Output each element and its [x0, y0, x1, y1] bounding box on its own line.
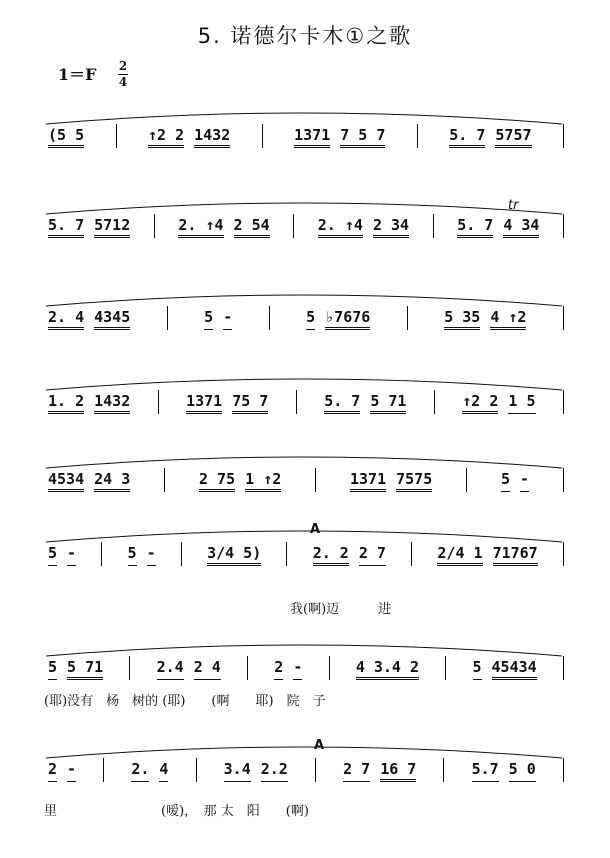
note-group: 5 0 — [509, 760, 536, 782]
note-group: 4 3.4 2 — [356, 658, 419, 680]
barline — [563, 656, 564, 680]
barline — [196, 758, 197, 782]
barline — [563, 758, 564, 782]
note-group: 1371 — [294, 126, 330, 148]
slur-arc — [44, 374, 564, 392]
barline — [434, 390, 435, 414]
measure — [445, 126, 535, 148]
slur-arc — [44, 452, 564, 470]
note-group: 4534 — [48, 470, 84, 492]
barline — [315, 758, 316, 782]
barline — [167, 306, 168, 330]
note-group: 5.7 — [472, 760, 499, 782]
score-system-3 — [44, 290, 564, 350]
barline — [154, 214, 155, 238]
barline — [443, 758, 444, 782]
note-group: 2. 4 — [48, 308, 84, 330]
note-group: 5 — [48, 658, 57, 680]
note-group: 5 — [204, 308, 213, 330]
slur-arc — [44, 526, 564, 544]
measure — [182, 392, 272, 414]
note-group: 2.4 — [157, 658, 184, 680]
note-group: 2 75 — [199, 470, 235, 492]
note-group: 5. 7 — [449, 126, 485, 148]
barline — [296, 390, 297, 414]
barline — [181, 542, 182, 566]
note-group: 5 71 — [370, 392, 406, 414]
note-group: 4 34 — [503, 216, 539, 238]
note-group: 2. — [131, 760, 149, 782]
note-group: 2 — [274, 658, 283, 680]
measure — [44, 392, 134, 414]
note-group: - — [520, 470, 529, 492]
note-group: 5. 7 — [48, 216, 84, 238]
note-group: ♭7676 — [325, 308, 370, 330]
note-group: 1 ↑2 — [245, 470, 281, 492]
barline — [116, 124, 117, 148]
barline — [563, 306, 564, 330]
note-group: - — [147, 544, 156, 566]
barline — [247, 656, 248, 680]
slur-arc — [44, 290, 564, 308]
note-group: 2.2 — [261, 760, 288, 782]
notes-row — [44, 760, 564, 782]
note-group: 5 — [306, 308, 315, 330]
barline — [293, 214, 294, 238]
measure — [44, 216, 134, 238]
note-group: - — [223, 308, 232, 330]
note-group: 16 7 — [380, 760, 416, 782]
barline — [164, 468, 165, 492]
note-group: 5. 7 — [457, 216, 493, 238]
measure — [124, 544, 160, 566]
note-group: 5 35 — [444, 308, 480, 330]
barline — [445, 656, 446, 680]
note-group: (5 5 — [48, 126, 84, 148]
measure — [309, 544, 390, 566]
note-group: 7575 — [396, 470, 432, 492]
note-group: 5712 — [94, 216, 130, 238]
note-group: 2. ↑4 — [178, 216, 223, 238]
note-group: 5 — [48, 544, 57, 566]
measure — [469, 658, 541, 680]
barline — [563, 124, 564, 148]
note-group: 71767 — [493, 544, 538, 566]
note-group: ↑2 2 — [148, 126, 184, 148]
note-group: 4 — [159, 760, 168, 782]
note-group: - — [293, 658, 302, 680]
measure — [200, 308, 236, 330]
note-group: - — [67, 544, 76, 566]
measure — [433, 544, 541, 566]
note-group: 2. 2 — [313, 544, 349, 566]
barline — [103, 758, 104, 782]
note-group: 1371 — [186, 392, 222, 414]
rehearsal-marker: A — [314, 738, 325, 753]
measure — [153, 658, 225, 680]
slur-arc — [44, 742, 564, 760]
measure — [220, 760, 292, 782]
measure — [352, 658, 423, 680]
note-group: 4 ↑2 — [490, 308, 526, 330]
barline — [433, 214, 434, 238]
measure — [497, 470, 533, 492]
measure — [458, 392, 539, 414]
note-group: - — [67, 760, 76, 782]
barline — [563, 468, 564, 492]
barline — [101, 542, 102, 566]
note-group: 2/4 1 — [437, 544, 482, 566]
note-group: 4345 — [94, 308, 130, 330]
notes-row — [44, 658, 564, 680]
note-group: 5 — [128, 544, 137, 566]
note-group: 1432 — [94, 392, 130, 414]
measure — [44, 544, 80, 566]
notes-row — [44, 470, 564, 492]
notes-row — [44, 216, 564, 238]
note-group: 24 3 — [94, 470, 130, 492]
note-group: 75 7 — [232, 392, 268, 414]
key-signature: 1＝F — [58, 65, 97, 84]
note-group: 2 7 — [359, 544, 386, 566]
measure — [174, 216, 273, 238]
barline — [407, 306, 408, 330]
score-system-6 — [44, 522, 564, 586]
song-title: 5. 诺德尔卡木①之歌 — [197, 24, 413, 48]
measure — [468, 760, 540, 782]
score-system-2 — [44, 198, 564, 258]
measure — [44, 126, 88, 148]
note-group: 3.4 — [224, 760, 251, 782]
measure — [440, 308, 530, 330]
notes-row — [44, 308, 564, 330]
measure — [270, 658, 306, 680]
note-group: 2 7 — [343, 760, 370, 782]
slur-arc — [44, 198, 564, 216]
score-system-1 — [44, 108, 564, 168]
measure — [290, 126, 389, 148]
note-group: 5757 — [495, 126, 531, 148]
measure — [44, 658, 107, 680]
notes-row — [44, 544, 564, 566]
measure — [44, 470, 134, 492]
measure — [44, 760, 80, 782]
rehearsal-marker: A — [310, 522, 321, 537]
barline — [411, 542, 412, 566]
time-signature: 2 4 — [118, 59, 128, 89]
measure — [453, 216, 543, 238]
lyrics-line: 里 (嗳)， 那 太 阳 (啊) — [44, 804, 309, 819]
note-group: 5. 7 — [324, 392, 360, 414]
score-system-8 — [44, 738, 564, 802]
note-group: 3/4 5) — [207, 544, 261, 566]
note-group: 2 34 — [373, 216, 409, 238]
measure — [346, 470, 436, 492]
lyrics-line: (耶)没有 杨 树的 (耶) (啊 耶) 院 子 — [44, 694, 326, 709]
measure — [144, 126, 234, 148]
note-group: 1 5 — [508, 392, 535, 414]
barline — [286, 542, 287, 566]
measure — [339, 760, 420, 782]
trill-ornament: tr — [508, 198, 519, 213]
barline — [563, 390, 564, 414]
barline — [129, 656, 130, 680]
barline — [563, 542, 564, 566]
notes-row — [44, 126, 564, 148]
barline — [315, 468, 316, 492]
slur-arc — [44, 640, 564, 658]
barline — [329, 656, 330, 680]
note-group: ↑2 2 — [462, 392, 498, 414]
score-system-4 — [44, 374, 564, 434]
measure — [195, 470, 285, 492]
barline — [158, 390, 159, 414]
notes-row — [44, 392, 564, 414]
note-group: 1432 — [194, 126, 230, 148]
measure — [127, 760, 172, 782]
note-group: 2 4 — [194, 658, 221, 680]
barline — [417, 124, 418, 148]
note-group: 2 — [48, 760, 57, 782]
score-system-5 — [44, 452, 564, 512]
slur-arc — [44, 108, 564, 126]
note-group: 5 — [501, 470, 510, 492]
note-group: 5 71 — [67, 658, 103, 680]
note-group: 2 54 — [234, 216, 270, 238]
note-group: 1371 — [350, 470, 386, 492]
note-group: 5 — [473, 658, 482, 680]
note-group: 1. 2 — [48, 392, 84, 414]
lyrics-line: 我(啊)迈 进 — [290, 602, 392, 617]
note-group: 2. ↑4 — [318, 216, 363, 238]
measure — [44, 308, 134, 330]
measure — [320, 392, 410, 414]
barline — [563, 214, 564, 238]
measure — [203, 544, 265, 566]
note-group: 7 5 7 — [340, 126, 385, 148]
measure — [314, 216, 413, 238]
barline — [262, 124, 263, 148]
barline — [466, 468, 467, 492]
measure — [302, 308, 374, 330]
barline — [269, 306, 270, 330]
note-group: 45434 — [492, 658, 537, 680]
